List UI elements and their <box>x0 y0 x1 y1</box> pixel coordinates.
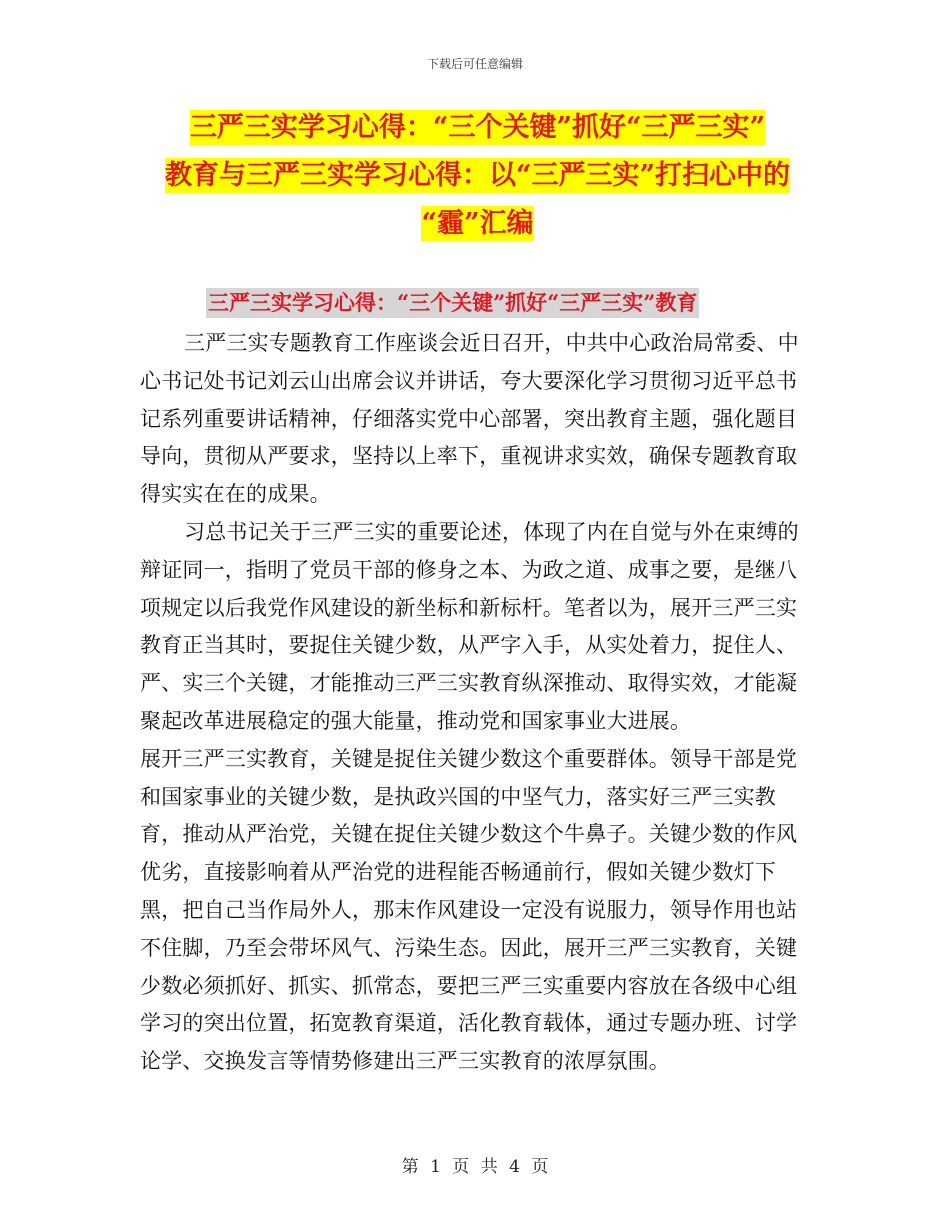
title-line-3 <box>150 200 805 248</box>
paragraph <box>140 741 800 1081</box>
page-footer: 第 1 页 共 4 页 <box>401 1157 549 1177</box>
paragraph <box>140 514 800 741</box>
title-line-1 <box>150 104 805 152</box>
title-line-2 <box>150 152 805 200</box>
document-title <box>150 104 805 248</box>
title-line-2-text: 教育与三严三实学习心得：以“三严三实”打扫心中的 <box>164 160 791 191</box>
paragraph-text: 三严三实专题教育工作座谈会近日召开，中共中心政治局常委、中心书记处书记刘云山出席会议并讲话，夸大要深化学习贯彻习近平总书记系列重要讲话精神，仔细落实党中心部署，突出教育主题，强化题目导向，贯彻从严要求，坚持以上率下，重视讲求实效，确保专题教育取得实实在在的成果。 <box>140 331 799 507</box>
title-line-1-text: 三严三实学习心得：“三个关键”抓好“三严三实” <box>189 112 766 143</box>
title-line-3-text: “霾”汇编 <box>421 208 534 239</box>
paragraph-text: 展开三严三实教育，关键是捉住关键少数这个重要群体。领导干部是党和国家事业的关键少数，是执政兴国的中坚气力，落实好三严三实教育，推动从严治党，关键在捉住关键少数这个牛鼻子。关键少数的作风优劣，直接影响着从严治党的进程能否畅通前行，假如关键少数灯下黑，把自己当作局外人，那末作风建设一定没有说服力，领导作用也站不住脚，乃至会带坏风气、污染生态。因此，展开三严三实教育，关键少数必须抓好、抓实、抓常态，要把三严三实重要内容放在各级中心组学习的突出位置，拓宽教育渠道，活化教育载体，通过专题办班、讨学论学、交换发言等情势修建出三严三实教育的浓厚氛围。 <box>140 746 798 1074</box>
section-heading: 三严三实学习心得：“三个关键”抓好“三严三实”教育 <box>206 288 699 318</box>
paragraph-text: 习总书记关于三严三实的重要论述，体现了内在自觉与外在束缚的辩证同一，指明了党员干部的修身之本、为政之道、成事之要，是继八项规定以后我党作风建设的新坐标和新标杆。笔者以为，展开三严三实教育正当其时，要捉住关键少数，从严字入手，从实处着力，捉住人、严、实三个关键，才能推动三严三实教育纵深推动、取得实效，才能凝聚起改革进展稳定的强大能量，推动党和国家事业大进展。 <box>140 519 799 733</box>
body-text <box>140 325 800 1081</box>
paragraph <box>140 325 800 514</box>
page-header-note: 下载后可任意编辑 <box>426 57 523 71</box>
